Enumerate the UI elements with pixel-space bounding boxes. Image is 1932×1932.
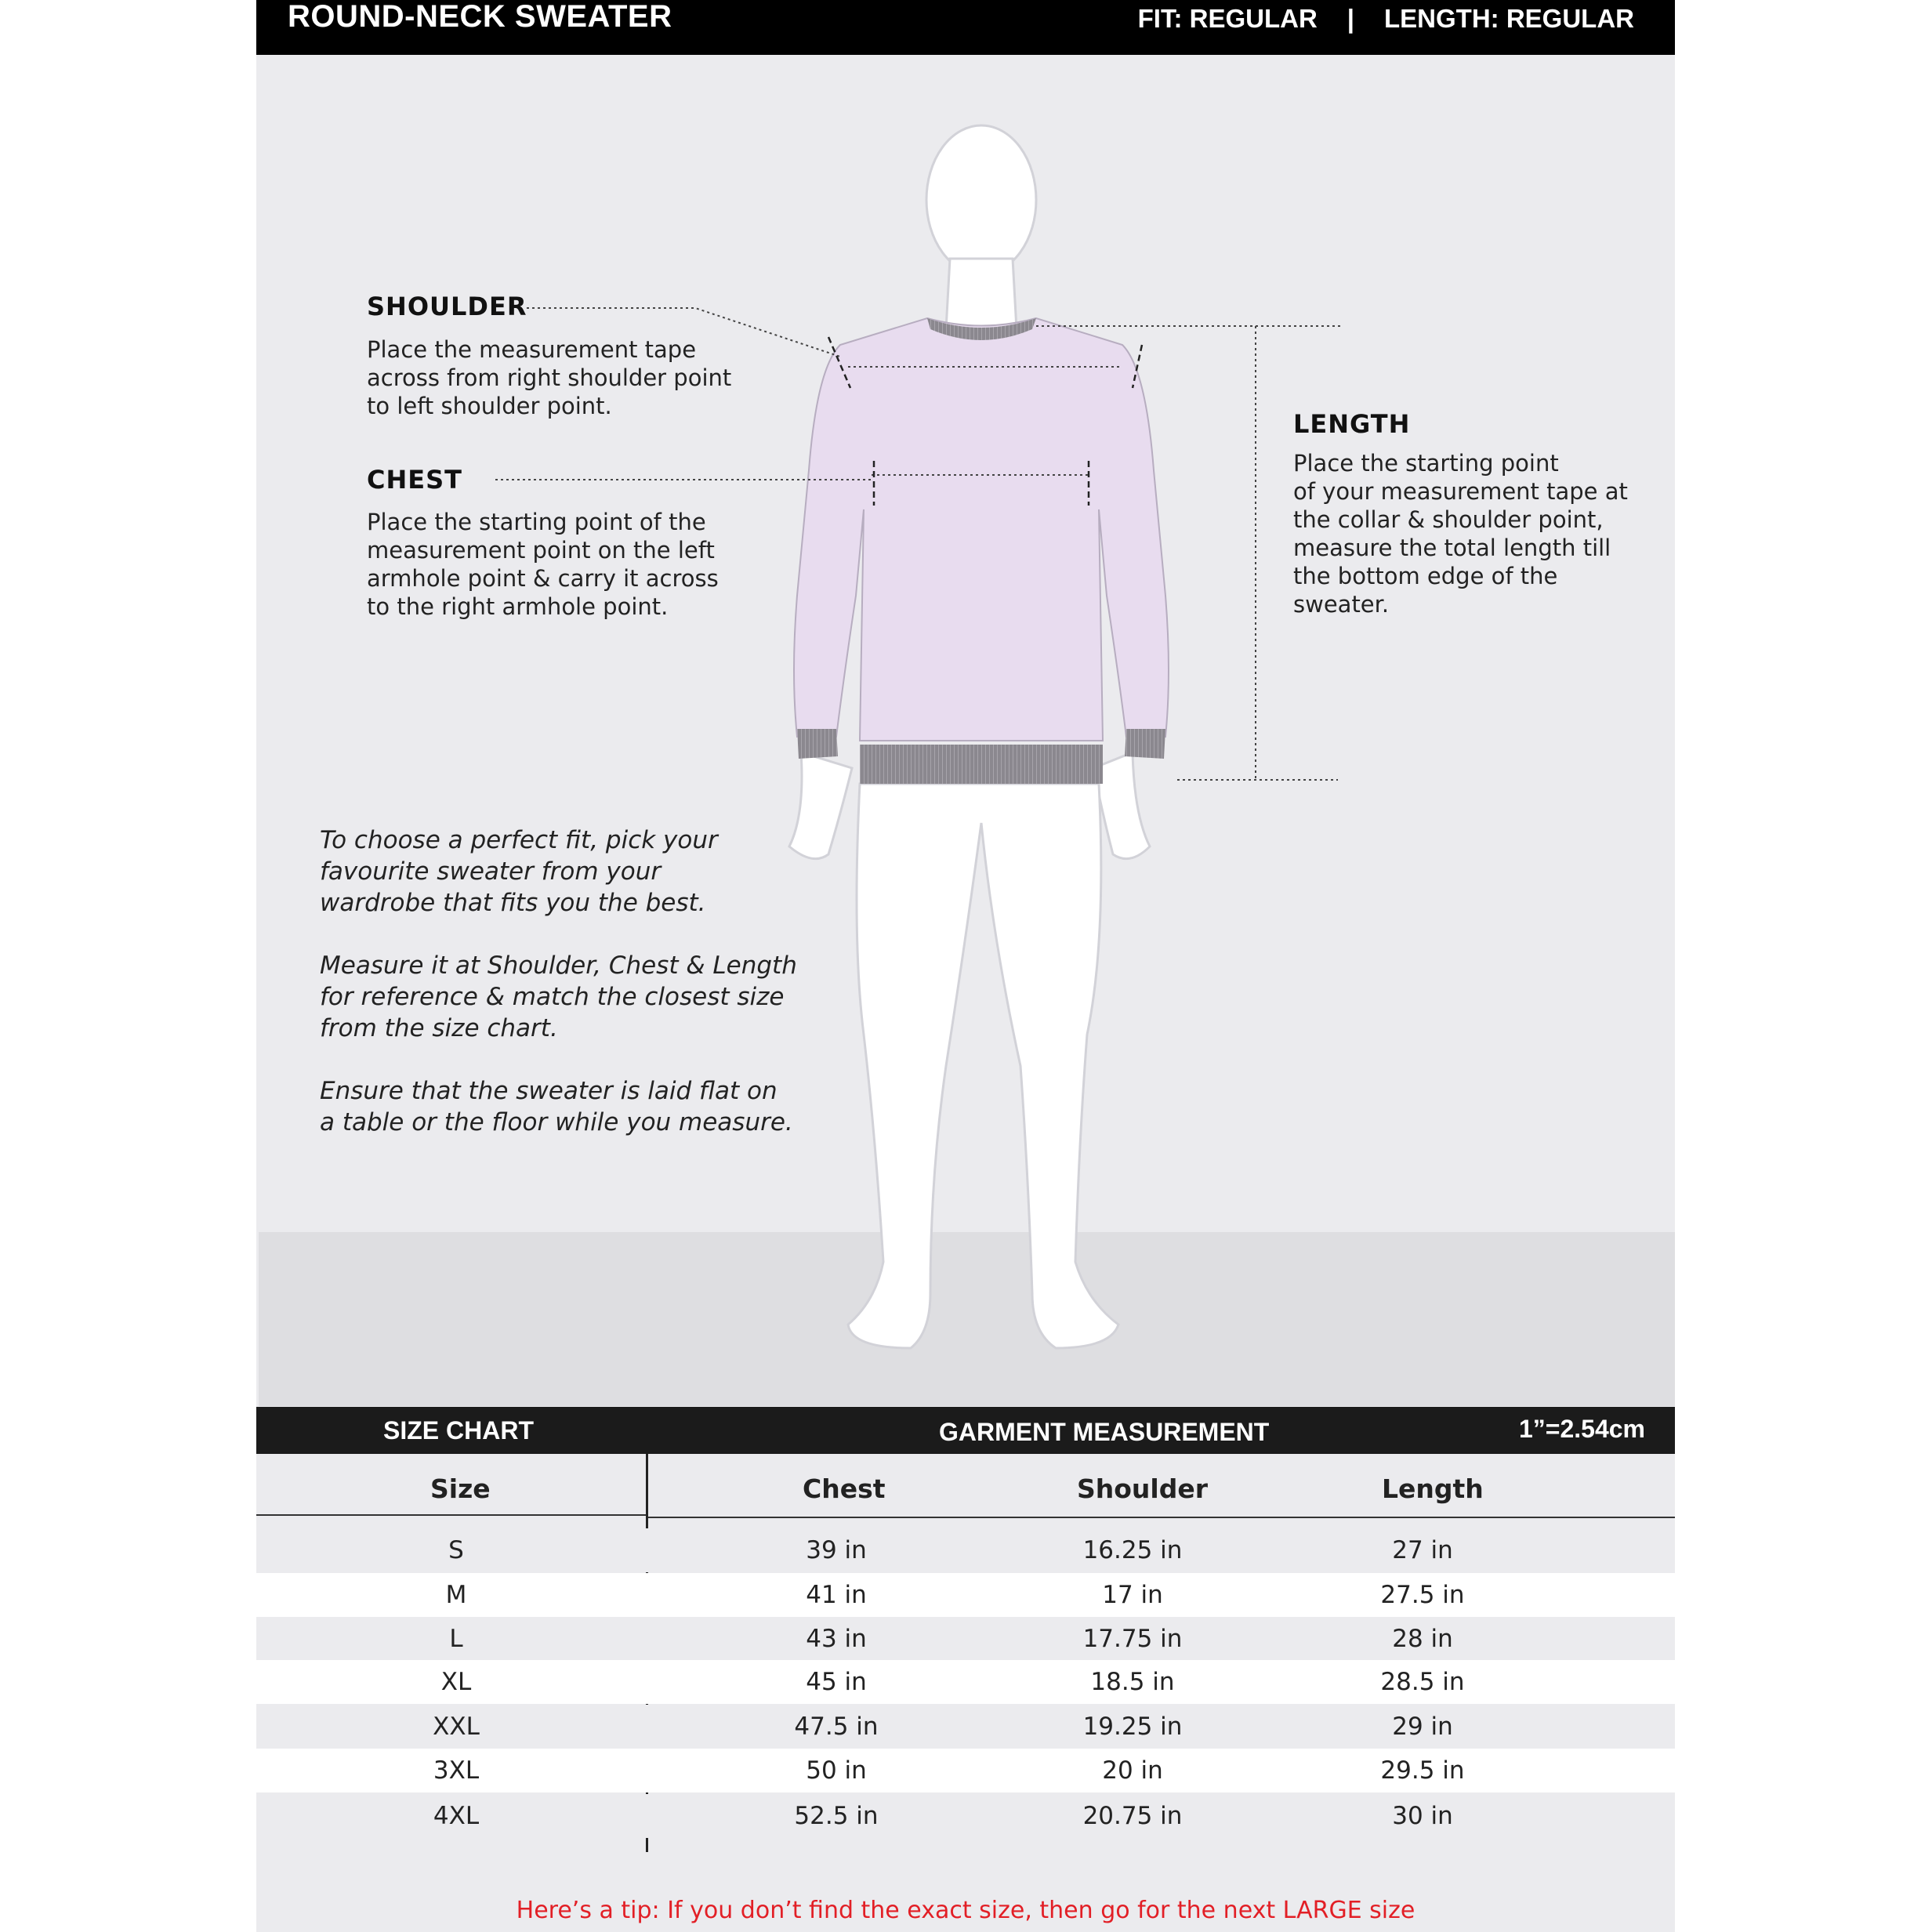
table-row bbox=[256, 1705, 1675, 1749]
table-row bbox=[256, 1573, 1675, 1617]
shoulder-description bbox=[367, 335, 731, 420]
chest-cell: 41 in bbox=[806, 1581, 867, 1609]
length-title: LENGTH bbox=[1293, 409, 1411, 439]
length-cell: 30 in bbox=[1392, 1802, 1453, 1830]
figure-illustration bbox=[256, 0, 1675, 1411]
column-header-chest: Chest bbox=[803, 1473, 886, 1504]
shoulder-title: SHOULDER bbox=[367, 292, 527, 321]
size-cell: XL bbox=[440, 1668, 472, 1696]
size-cell: M bbox=[445, 1581, 467, 1609]
shoulder-cell: 17.75 in bbox=[1082, 1625, 1183, 1653]
fitting-tips bbox=[320, 825, 806, 1169]
separator: | bbox=[1347, 4, 1355, 33]
chest-cell: 43 in bbox=[806, 1625, 867, 1653]
chest-cell: 47.5 in bbox=[794, 1713, 879, 1741]
tip-line: from the size chart. bbox=[320, 1014, 558, 1042]
size-cell: L bbox=[449, 1625, 463, 1653]
chest-line: to the right armhole point. bbox=[367, 593, 669, 620]
tip-line: a table or the floor while you measure. bbox=[320, 1108, 793, 1136]
column-header-shoulder: Shoulder bbox=[1077, 1473, 1209, 1504]
length-line: the collar & shoulder point, bbox=[1293, 506, 1604, 533]
length-cell: 28.5 in bbox=[1380, 1668, 1465, 1696]
shoulder-cell: 16.25 in bbox=[1082, 1536, 1183, 1564]
chest-cell: 45 in bbox=[806, 1668, 867, 1696]
table-row bbox=[256, 1749, 1675, 1792]
size-tip: Here’s a tip: If you don’t find the exact size, then go for the next LARGE size bbox=[516, 1897, 1415, 1924]
chest-line: measurement point on the left bbox=[367, 537, 715, 564]
tip-paragraph bbox=[320, 1075, 806, 1138]
length-line: the bottom edge of the bbox=[1293, 563, 1558, 589]
chest-cell: 50 in bbox=[806, 1756, 867, 1785]
shoulder-cell: 20.75 in bbox=[1082, 1802, 1183, 1830]
length-cell: 27 in bbox=[1392, 1536, 1453, 1564]
shoulder-line: Place the measurement tape bbox=[367, 336, 697, 363]
chest-title: CHEST bbox=[367, 465, 462, 495]
tip-line: Ensure that the sweater is laid flat on bbox=[320, 1077, 778, 1105]
length-line: Place the starting point bbox=[1293, 450, 1559, 477]
garment-measurement-title: GARMENT MEASUREMENT bbox=[939, 1418, 1270, 1446]
fit-label: FIT: REGULAR bbox=[1137, 4, 1318, 33]
tip-line: Measure it at Shoulder, Chest & Length bbox=[320, 952, 797, 980]
size-cell: 3XL bbox=[433, 1756, 480, 1785]
header-rule bbox=[648, 1517, 1675, 1518]
shoulder-cell: 20 in bbox=[1102, 1756, 1163, 1785]
length-cell: 29.5 in bbox=[1380, 1756, 1465, 1785]
product-title: ROUND-NECK SWEATER bbox=[288, 0, 672, 34]
header-rule bbox=[256, 1514, 648, 1516]
size-cell: S bbox=[448, 1536, 464, 1564]
table-row bbox=[256, 1528, 1675, 1572]
size-cell: XXL bbox=[433, 1713, 480, 1741]
size-cell: 4XL bbox=[433, 1802, 480, 1830]
length-line: of your measurement tape at bbox=[1293, 478, 1628, 505]
column-header-size: Size bbox=[430, 1473, 491, 1504]
length-cell: 27.5 in bbox=[1380, 1581, 1465, 1609]
chest-description bbox=[367, 508, 719, 621]
length-line: sweater. bbox=[1293, 591, 1390, 618]
tip-line: wardrobe that fits you the best. bbox=[320, 889, 706, 917]
length-line: measure the total length till bbox=[1293, 535, 1611, 561]
length-label: LENGTH: REGULAR bbox=[1384, 4, 1634, 33]
length-cell: 29 in bbox=[1392, 1713, 1453, 1741]
unit-conversion: 1”=2.54cm bbox=[1518, 1415, 1645, 1443]
shoulder-cell: 17 in bbox=[1102, 1581, 1163, 1609]
size-chart-title: SIZE CHART bbox=[383, 1416, 534, 1444]
shoulder-line: to left shoulder point. bbox=[367, 393, 612, 419]
shoulder-cell: 18.5 in bbox=[1090, 1668, 1175, 1696]
length-description bbox=[1293, 449, 1628, 618]
shoulder-line: across from right shoulder point bbox=[367, 364, 732, 391]
tip-line: To choose a perfect fit, pick your bbox=[320, 826, 718, 854]
size-chart-header bbox=[256, 1407, 1675, 1454]
size-guide-canvas bbox=[256, 0, 1675, 1932]
tip-line: favourite sweater from your bbox=[320, 857, 662, 886]
tip-paragraph bbox=[320, 950, 806, 1044]
table-row bbox=[256, 1617, 1675, 1661]
chest-line: Place the starting point of the bbox=[367, 509, 706, 535]
length-cell: 28 in bbox=[1392, 1625, 1453, 1653]
tip-line: for reference & match the closest size bbox=[320, 983, 785, 1011]
chest-line: armhole point & carry it across bbox=[367, 565, 719, 592]
column-header-length: Length bbox=[1382, 1473, 1484, 1504]
tip-paragraph bbox=[320, 825, 806, 919]
chest-cell: 52.5 in bbox=[794, 1802, 879, 1830]
shoulder-cell: 19.25 in bbox=[1082, 1713, 1183, 1741]
table-row bbox=[256, 1660, 1675, 1704]
chest-cell: 39 in bbox=[806, 1536, 867, 1564]
table-row bbox=[256, 1794, 1675, 1838]
